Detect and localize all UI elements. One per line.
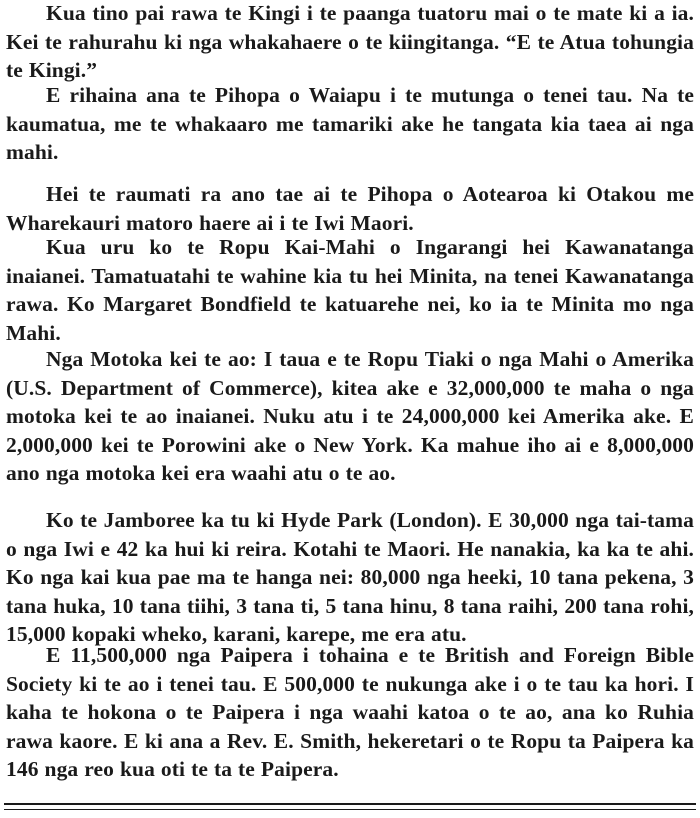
rule-line-top — [4, 803, 696, 805]
news-item-bible-society: E 11,500,000 nga Paipera i tohaina e te British and Foreign Bible Society ki te ao i tenei tau. E 500,000 te nukunga ake i o te tau ka hori. I kaha te hokona o te Paipera i nga waahi katoa o te ao, ana ko Ruhia rawa kaore. E ki ana a Rev. E. Smith, hekeretari o te Ropu ta Paipera ka 146 nga reo kua oti te ta te Paipera. — [6, 643, 694, 782]
news-item-labour-government: Kua uru ko te Ropu Kai-Mahi o Ingarangi hei Kawanatanga inaianei. Tamatuatahi te wahine kia tu hei Minita, na tenei Kawanatanga rawa. Ko Margaret Bondfield te katuarehe nei, ko ia te Minita mo nga Mahi. — [6, 235, 694, 345]
rule-line-bottom — [4, 809, 696, 810]
bottom-double-rule — [4, 803, 696, 810]
news-item-aotearoa-bishop: Hei te raumati ra ano tae ai te Pihopa o Aotearoa ki Otakou me Wharekauri matoro haere ai i te Iwi Maori. — [6, 182, 694, 235]
news-item-king-health: Kua tino pai rawa te Kingi i te paanga tuatoru mai o te mate ki a ia. Kei te rahurahu ki nga whakahaere o te kiingitanga. “E te Atua tohungia te Kingi.” — [6, 1, 694, 83]
news-item-waiapu-bishop: E rihaina ana te Pihopa o Waiapu i te mutunga o tenei tau. Na te kaumatua, me te whakaaro me tamariki ake he tangata kia taea ai nga mahi. — [6, 83, 694, 165]
news-item-motor-cars: Nga Motoka kei te ao: I taua e te Ropu Tiaki o nga Mahi o Amerika (U.S. Department of Commerce), kitea ake e 32,000,000 te maha o nga motoka kei te ao inaianei. Nuku atu i te 24,000,000 kei Amerika ake. E 2,000,000 kei te Porowini ake o New York. Ka mahue iho ai e 8,000,000 ano nga motoka kei era waahi atu o te ao. — [6, 347, 694, 486]
news-item-jamboree: Ko te Jamboree ka tu ki Hyde Park (London). E 30,000 nga tai-tama o nga Iwi e 42 ka hui ki reira. Kotahi te Maori. He nanakia, ka ka te ahi. Ko nga kai kua pae ma te hanga nei: 80,000 nga heeki, 10 tana pekena, 3 tana huka, 10 tana tiihi, 3 tana ti, 5 tana hinu, 8 tana raihi, 200 tana rohi, 15,000 kopaki wheko, karani, karepe, me era atu. — [6, 508, 694, 647]
